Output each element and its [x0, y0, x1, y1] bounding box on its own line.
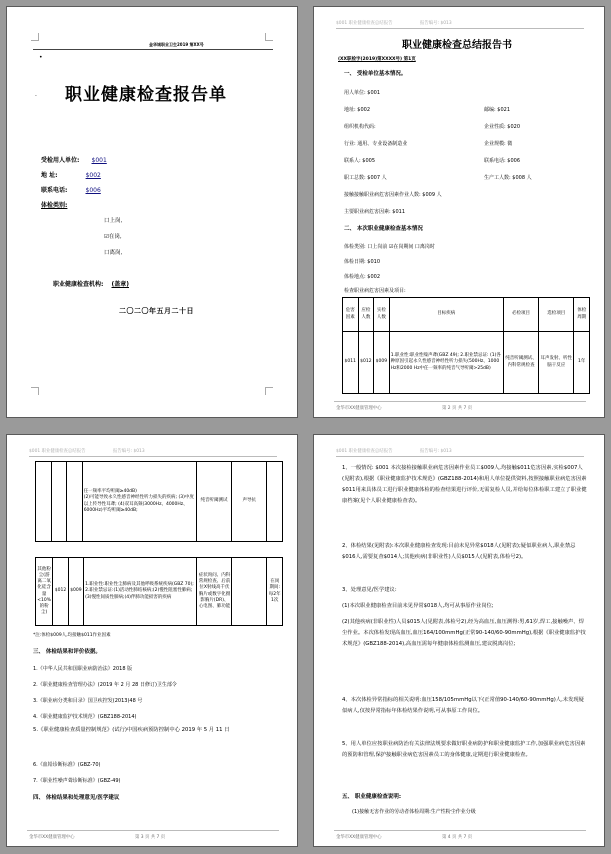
- ref-2: 2.《职业健康检查管理办法》(2019 年 2 月 28 日修订)卫生部令: [33, 682, 177, 688]
- bullet-mark: ·: [35, 93, 37, 100]
- row-contact: 联系人: $005: [344, 158, 375, 164]
- th-done: 实检人数: [374, 298, 390, 332]
- row-address: 地址: $002: [344, 107, 370, 113]
- section-2-heading: 二、 本次职业健康检查基本情况: [344, 226, 423, 232]
- row-staff-total: 职工总数: $007 人: [344, 175, 387, 181]
- running-header: $001 职业健康检查总结报告: [29, 449, 86, 454]
- header-rule: [336, 28, 584, 29]
- row-org-code: 组织机构代码:: [344, 124, 376, 130]
- check-preshift: 口上岗,: [104, 218, 123, 224]
- row-hazards: 主要职业病危害因素: $011: [344, 209, 405, 215]
- field-label: 受检用人单位:: [41, 157, 80, 164]
- page-number: 第 4 页 共 7 页: [442, 835, 473, 840]
- footer-org: 金华市XX健康管理中心: [336, 406, 382, 411]
- dust-table: [35, 557, 283, 626]
- row-postcode: 邮编: $021: [484, 107, 510, 113]
- row-scale: 企业规模: 微: [484, 141, 513, 147]
- doc-header-number: 金华城职业卫生2019 第XX号: [149, 42, 204, 47]
- org-label: 职业健康检查机构:: [53, 281, 104, 288]
- footer-rule: [334, 830, 586, 831]
- th-required: 必检项目: [503, 298, 538, 332]
- result-item-5: 5、用人单位应按职业病防治有关法律法规要求做好职业病防护和职业健康监护工作,加强职业病危害因素的预防和管理,保护接触职业病危害因素员工的身体健康,定期进行职业健康检查。: [342, 741, 586, 758]
- ref-1: 1.《中华人民共和国职业病防治法》2018 版: [33, 666, 133, 672]
- field-unit: [41, 155, 107, 164]
- ref-5: 5.《职业健康检查质量控制规范》(试行)中国疾病预防控制中心 2019 年 5 月 11 日: [33, 727, 230, 733]
- ref-4: 4.《职业健康监护技术规范》(GBZ188-2014): [33, 714, 137, 720]
- cell-done: $009: [68, 558, 83, 626]
- cell-cycle: 在岗期间:每2年1次: [267, 558, 283, 626]
- exam-org: [53, 279, 129, 288]
- cell-required: 症状询问、内科常规检查、后前位X射线高千伏胸片或数字化摄影胸片(DR)、心电图、肺功能: [197, 558, 232, 626]
- crop-mark: [265, 387, 273, 395]
- footer-org: 金华市XX健康管理中心: [29, 835, 75, 840]
- result-item-3-1: (1)本次职业健康检查目前未见异常$018人,均可从事原作业岗位;: [342, 603, 494, 609]
- report-number: 报告编号: $013: [420, 449, 452, 454]
- page-4: [313, 434, 605, 847]
- cell-disease: 任一频率平均听阈≥40dB) (2)可能导致永久性感音神经性听力损失的疾病; (3)中度以上传导性耳聋; (4)双耳高频(3000Hz、4000Hz、6000Hz)平均听阈≥40dB;: [82, 462, 196, 542]
- exam-date: 体检日期: $010: [344, 259, 380, 265]
- cell-cycle: [267, 462, 283, 542]
- exam-place: 体检地点: $002: [344, 274, 380, 280]
- field-address: [41, 170, 101, 179]
- cell-hazard: 其他粉尘(游离二氧化硅含量<10%的粉尘): [36, 558, 53, 626]
- crop-mark: [31, 33, 39, 41]
- section-5-heading: 五、 职业健康检查说明:: [342, 794, 402, 800]
- section-3-heading: 三、 体检结果和评价依据。: [33, 649, 101, 655]
- th-due: 应检人数: [358, 298, 374, 332]
- exam-category: 体检类别: 口上岗前 ☑在岗期间 口离岗时: [344, 244, 435, 250]
- row-nature: 企业性质: $020: [484, 124, 520, 130]
- report-number: 报告编号: $013: [420, 21, 452, 26]
- row-contact-phone: 联系电话: $006: [484, 158, 520, 164]
- footer-rule: [334, 401, 586, 402]
- hazard-table: [342, 297, 590, 394]
- cell-required: 纯音听阈测试、内科常规检查: [503, 332, 538, 394]
- cell-disease: 1.职业性:职业性尘肺病及其他呼吸系统疾病(GBZ 70); 2.职业禁忌证:(1)活动性肺结核病;(2)慢性阻塞性肺病;(3)慢性间质性肺病;(4)伴肺功能损害的疾病: [84, 558, 197, 626]
- row-exposed: 接触接触职业病危害因素作业人数: $009 人: [344, 192, 442, 198]
- row-workers: 生产工人数: $008 人: [484, 175, 532, 181]
- cell-optional: [232, 558, 267, 626]
- section-4-heading: 四、 体检结果和处理意见/医学建议: [33, 795, 120, 801]
- result-item-3: 3、处理意见/医学建议:: [342, 587, 397, 593]
- th-disease: 目标疾病: [389, 298, 503, 332]
- page-number: 第 2 页 共 7 页: [442, 406, 473, 411]
- bullet-mark: •: [39, 54, 43, 61]
- hazard-items-label: 检查职业病危害因素及项目:: [344, 288, 406, 294]
- ref-3: 3.《职业病分类和目录》国卫疾控发(2013)48 号: [33, 698, 143, 704]
- field-label: 联系电话:: [41, 187, 68, 194]
- ref-6: 6.《血铅诊断标准》(GBZ-70): [33, 762, 101, 768]
- field-label: 地 址:: [41, 172, 58, 179]
- footer-org: 金华市XX健康管理中心: [336, 835, 382, 840]
- field-value: $002: [85, 172, 101, 179]
- field-value: $001: [91, 157, 107, 164]
- field-exam-type-label: 体检类别:: [41, 202, 68, 209]
- field-phone: [41, 185, 101, 194]
- crop-mark: [31, 387, 39, 395]
- cell-done: $009: [374, 332, 390, 394]
- field-value: $006: [85, 187, 101, 194]
- org-stamp: (盖章): [111, 281, 129, 288]
- running-header: $001 职业健康检查总结报告: [336, 449, 393, 454]
- page-title: 职业健康检查报告单: [65, 85, 227, 105]
- cell-done: [67, 462, 83, 542]
- cell-optional: 耳声发射、听性脑干反应: [539, 332, 574, 394]
- header-rule: [29, 456, 277, 457]
- cell-due: $012: [358, 332, 374, 394]
- running-header: $001 职业健康检查总结报告: [336, 21, 393, 26]
- page-3: [6, 434, 298, 847]
- header-rule: [33, 49, 273, 50]
- crop-mark: [265, 33, 273, 41]
- cell-required: 纯音听阈测试: [196, 462, 231, 542]
- header-rule: [336, 456, 584, 457]
- result-item-4: 4、本次体检异常指标的相关说明:血压158/105mmHg以下(正常值90-140/60-90mmHg)人,未发现疑似病人,仅按异常指标年体检结果作说明,可从事原工作岗位。: [342, 697, 584, 714]
- check-onshift: ☑在岗,: [104, 234, 122, 240]
- result-item-2: 2、体检结果(见附表):本次职业健康检查发现:目前未见异常$018人(见附表);疑似职业病人,职业禁忌$016人,需要复查$014人;其他疾病(非职业性)人员$015人(见附表,体检号2)。: [342, 543, 576, 560]
- row-industry: 行业: 通用、专业设备制造业: [344, 141, 408, 147]
- cell-hazard: $011: [343, 332, 359, 394]
- page-2: [313, 6, 605, 418]
- report-subline: (XX职检字(2019)第XXXX号) 第1页: [338, 57, 416, 62]
- footer-rule: [27, 830, 279, 831]
- cell-due: $012: [53, 558, 68, 626]
- table-row: [343, 332, 590, 394]
- general-situation: 1、一般情况: $001 本次接检接触职业病危害因素作业员工$009人,均接触$011危害因素,实检$007人(见附表),根据《职业健康监护技术规范》(GBZ188-2014)和用人单位提供资料,按照接触职业病危害因素$011用来具体员工进行职业健康体检的检查结果进行评价,无需复检人员,并给每位体检职工建立了职业健康档案(见个人职业健康检查表)。: [342, 465, 587, 504]
- ref-7: 7.《职业性噪声聋诊断标准》(GBZ-49): [33, 778, 121, 784]
- report-number: 报告编号: $013: [113, 449, 145, 454]
- hazard-table-continued: [35, 461, 283, 542]
- page-number: 第 3 页 共 7 页: [135, 835, 166, 840]
- check-offshift: 口离岗,: [104, 250, 123, 256]
- table-header-row: [343, 298, 590, 332]
- th-optional: 选检项目: [539, 298, 574, 332]
- cell-cycle: 1年: [574, 332, 590, 394]
- section-5-item-1: (1)接触无害作业的劳动者体检周期:生产性粉尘作业分级: [352, 809, 476, 815]
- section-1-heading: 一、 受检单位基本情况。: [344, 71, 407, 77]
- th-cycle: 体检周期: [574, 298, 590, 332]
- cell-hazard: [36, 462, 52, 542]
- table-row: [36, 558, 283, 626]
- table-row: [36, 462, 283, 542]
- result-item-3-2: (2)其他疾病(非职业性)人员$015人(见附表,体检号2),经为高血压,血压测得:男,61岁,焊工,接触噪声、焊尘作业。本次体检发现高血压,血压164/100mmHg(正常90-140/60-90mmHg),根据《职业健康监护技术规范》(GBZ188-2014),高血压需每年健康体检监测血压,建议脱离岗位;: [342, 619, 586, 647]
- cell-disease: 1.职业性:职业性噪声聋(GBZ 49); 2.职业禁忌证: (1)各种原因引起永久性感音神经性听力损失(500Hz、1000 Hz和2000 Hz中任一频率的纯音气导听阈>25dB): [389, 332, 503, 394]
- report-date: 二〇二〇年五月二十日: [119, 307, 194, 315]
- page-1: [6, 6, 298, 418]
- cell-optional: 声导抗: [232, 462, 267, 542]
- th-hazard: 危害因素: [343, 298, 359, 332]
- cell-due: [51, 462, 67, 542]
- table-note: *注:体检$009人,均接触$011作业因素: [33, 633, 111, 638]
- page-title: 职业健康检查总结报告书: [402, 40, 512, 51]
- row-unit: 用人单位: $001: [344, 90, 380, 96]
